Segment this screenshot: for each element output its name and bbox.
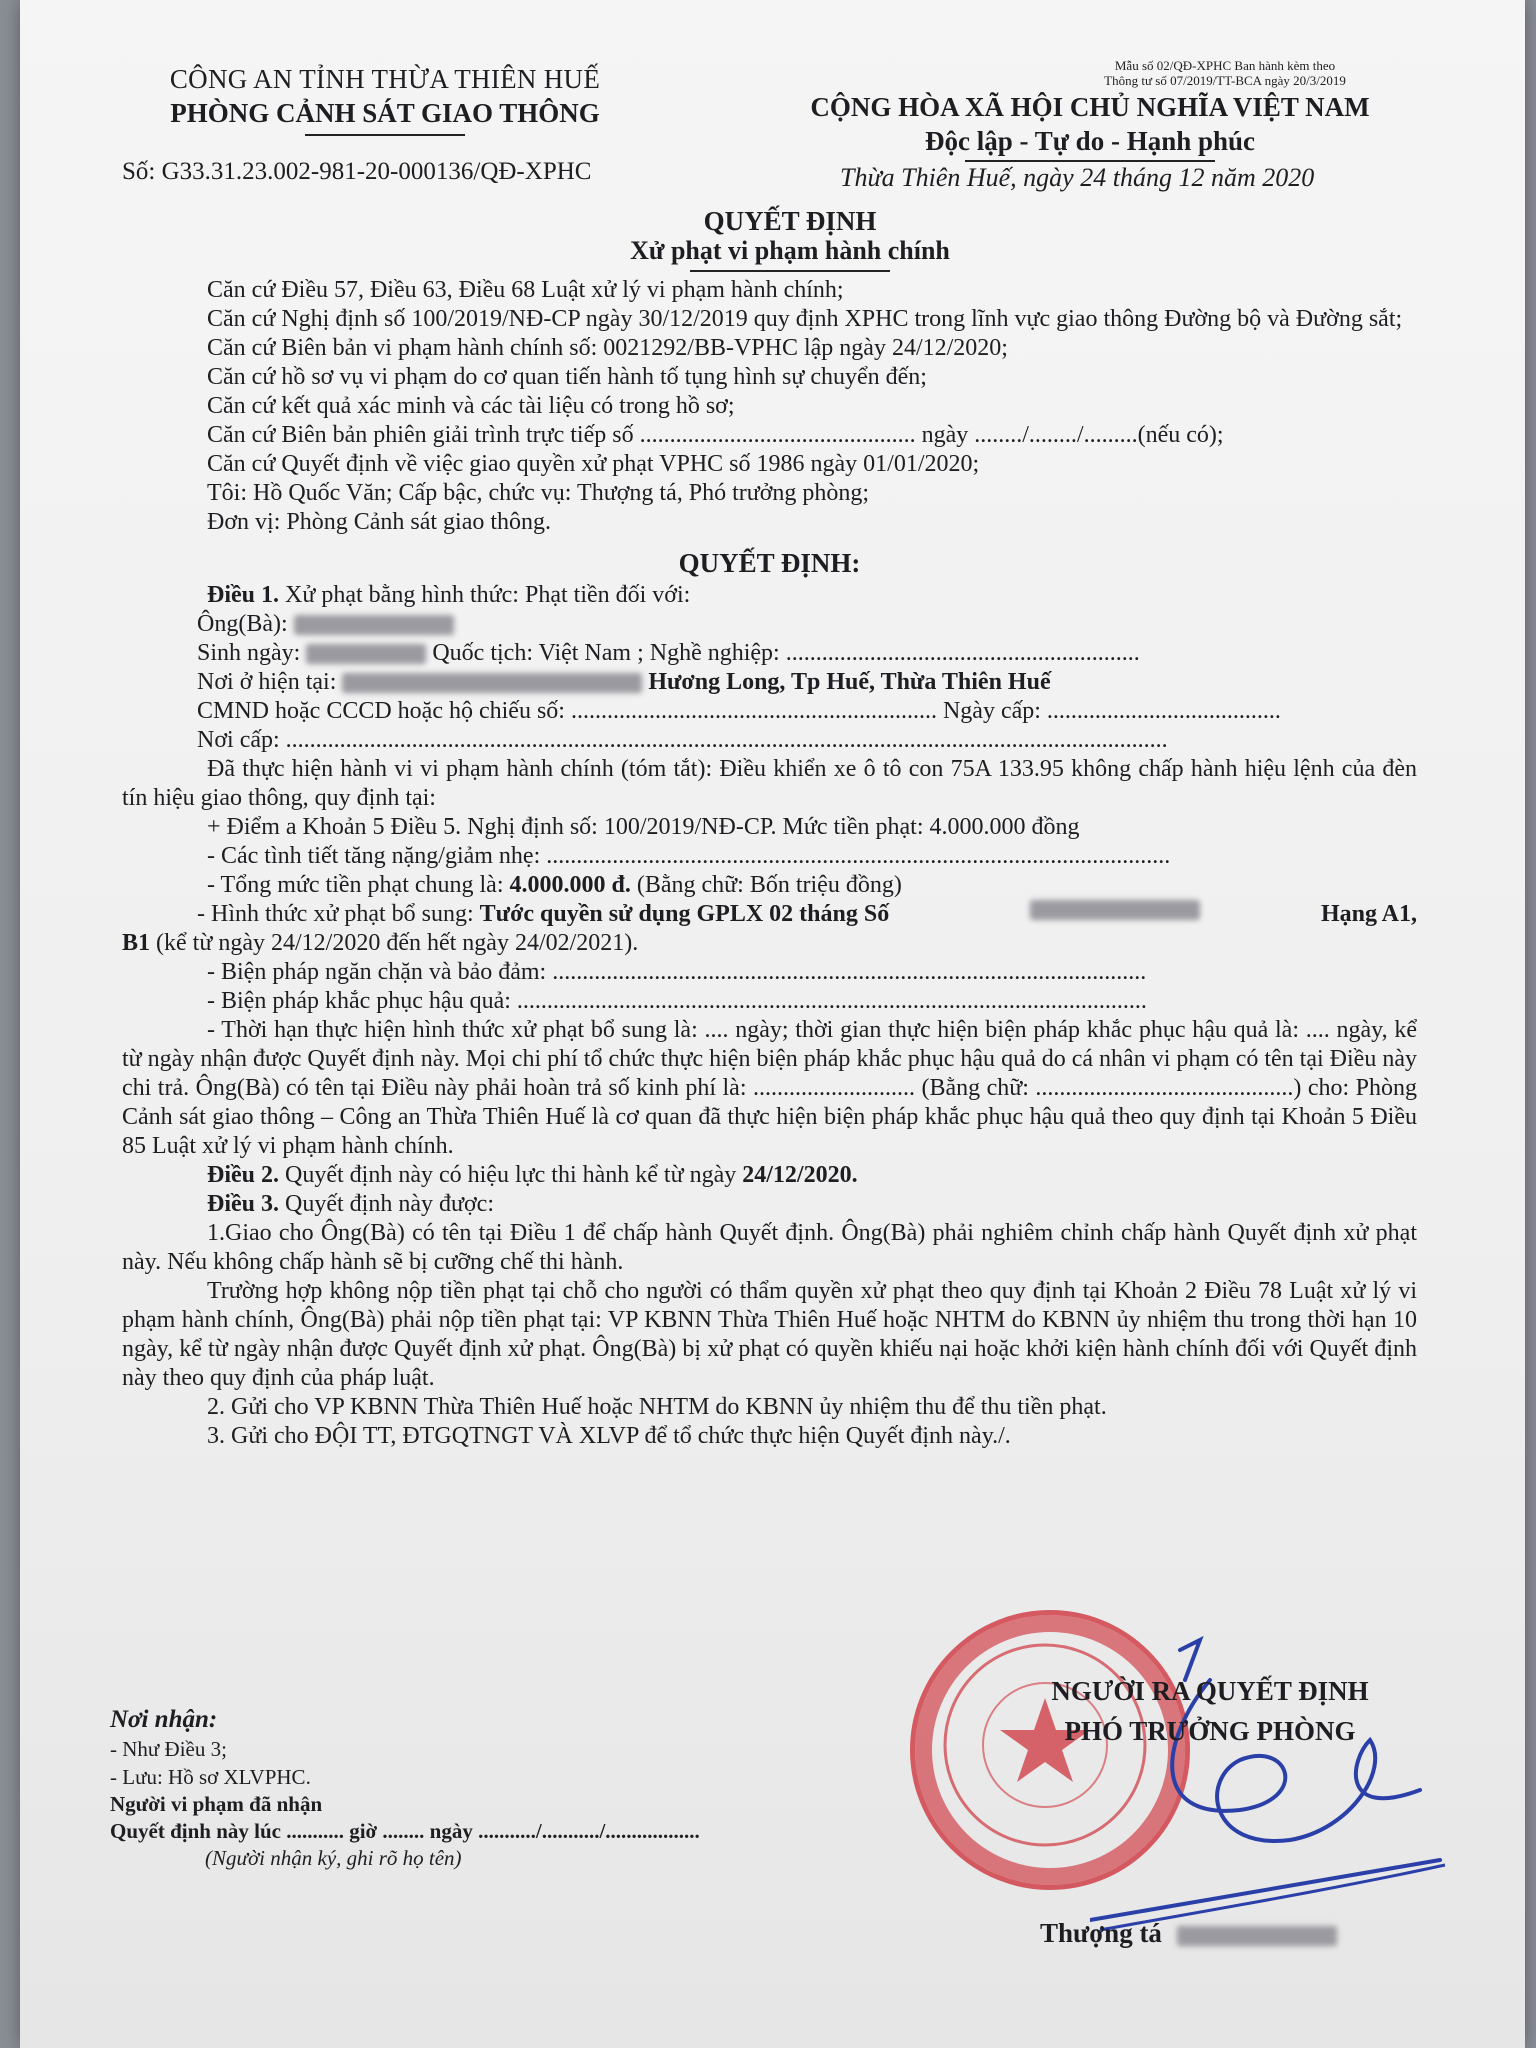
signer-rank: Thượng tá	[1040, 1918, 1162, 1948]
nation-line-1: CỘNG HÒA XÃ HỘI CHỦ NGHĨA VIỆT NAM	[810, 92, 1370, 122]
ground-item: Căn cứ Điều 57, Điều 63, Điều 68 Luật xử lý vi phạm hành chính;	[207, 277, 844, 303]
nation-underline	[965, 160, 1215, 162]
ground-item: Căn cứ Nghị định số 100/2019/NĐ-CP ngày 30/12/2019 quy định XPHC trong lĩnh vực giao thông Đường bộ và Đường sắt;	[207, 306, 1403, 332]
signer-title-2: PHÓ TRƯỞNG PHÒNG	[1064, 1716, 1356, 1746]
decision-heading: QUYẾT ĐỊNH:	[678, 548, 861, 578]
address-label: Nơi ở hiện tại:	[197, 669, 343, 695]
article-3-item-3: 3. Gửi cho ĐỘI TT, ĐTGQTNGT VÀ XLVP để tổ chức thực hiện Quyết định này./.	[207, 1423, 1011, 1449]
additional-penalty-class: Hạng A1,	[1320, 901, 1417, 927]
dob-rest: Quốc tịch: Việt Nam ; Nghề nghiệp: ...........................................................	[426, 640, 1140, 666]
recipient-item: - Lưu: Hồ sơ XLVPHC.	[110, 1765, 311, 1789]
subtitle-underline	[690, 270, 890, 272]
ground-item: Căn cứ Quyết định về việc giao quyền xử phạt VPHC số 1986 ngày 01/01/2020;	[207, 451, 980, 477]
violator-note: (Người nhận ký, ghi rõ họ tên)	[205, 1846, 462, 1870]
additional-penalty-period: (kể từ ngày 24/12/2020 đến hết ngày 24/02/2021).	[150, 930, 639, 956]
nation-line-2: Độc lập - Tự do - Hạnh phúc	[924, 126, 1256, 156]
dob-label: Sinh ngày:	[197, 640, 307, 666]
article-1-text: Xử phạt bằng hình thức: Phạt tiền đối với:	[279, 582, 691, 608]
article-3-item-1: 1.Giao cho Ông(Bà) có tên tại Điều 1 để chấp hành Quyết định. Ông(Bà) phải nghiêm chỉnh chấp hành Quyết định xử phạt này. Nếu không chấp hành sẽ bị cưỡng chế thi hành.	[122, 1220, 1417, 1275]
recipient-item: - Như Điều 3;	[110, 1737, 227, 1761]
place-date: Thừa Thiên Huế, ngày 24 tháng 12 năm 2020	[840, 163, 1315, 192]
article-3-label: Điều 3.	[207, 1191, 279, 1217]
person-line	[122, 610, 1417, 639]
signer-rank-line	[1040, 1918, 1337, 1949]
article-3-text: Quyết định này được:	[279, 1191, 494, 1217]
violator-received-2: Quyết định này lúc ........... giờ ........ ngày .........../.........../..................	[110, 1819, 700, 1843]
article-1-heading	[122, 581, 1417, 610]
article-2	[122, 1161, 1417, 1190]
violation-clause: + Điểm a Khoản 5 Điều 5. Nghị định số: 100/2019/NĐ-CP. Mức tiền phạt: 4.000.000 đồng	[207, 814, 1080, 840]
agency-line-1: CÔNG AN TỈNH THỪA THIÊN HUẾ	[169, 64, 601, 94]
doc-number: Số: G33.31.23.002-981-20-000136/QĐ-XPHC	[122, 158, 592, 185]
agency-underline	[305, 134, 465, 136]
address-rest: Hương Long, Tp Huế, Thừa Thiên Huế	[648, 669, 1051, 695]
agency-block	[115, 62, 655, 136]
additional-penalty-period-line	[122, 929, 1417, 958]
article-2-label: Điều 2.	[207, 1162, 279, 1188]
ground-item: Căn cứ Biên bản vi phạm hành chính số: 0021292/BB-VPHC lập ngày 24/12/2020;	[207, 335, 1008, 361]
id-line: CMND hoặc CCCD hoặc hộ chiếu số: ............................................................. Ngày cấp: .......................................	[197, 698, 1281, 724]
grounds-list	[122, 276, 1417, 1451]
article-3-item-1b: Trường hợp không nộp tiền phạt tại chỗ cho người có thẩm quyền xử phạt theo quy định tại Khoản 2 Điều 78 Luật xử lý vi phạm hành chính, Ông(Bà) phải nộp tiền phạt tại: VP KBNN Thừa Thiên Huế hoặc NHTM do KBNN ủy nhiệm thu trong thời hạn 10 ngày, kể từ ngày nhận được Quyết định xử phạt. Ông(Bà) bị xử phạt có quyền khiếu nại hoặc khởi kiện hành chính đối với Quyết định này theo quy định của pháp luật.	[122, 1278, 1417, 1391]
total-fine-label: - Tổng mức tiền phạt chung là:	[207, 872, 510, 898]
redacted-dob	[306, 644, 426, 664]
additional-penalty-value: Tước quyền sử dụng GPLX 02 tháng Số	[479, 901, 890, 927]
issue-place-line: Nơi cấp: ...................................................................................................................................................	[197, 727, 1168, 753]
article-3	[122, 1190, 1417, 1219]
agency-line-2: PHÒNG CẢNH SÁT GIAO THÔNG	[170, 98, 600, 128]
ground-item: Đơn vị: Phòng Cảnh sát giao thông.	[207, 509, 552, 535]
additional-penalty-class-2: B1	[122, 930, 151, 956]
ground-item: Căn cứ Biên bản phiên giải trình trực tiếp số .............................................. ngày ......../......../.........(nếu có);	[207, 422, 1224, 448]
doc-subtitle: Xử phạt vi phạm hành chính	[630, 236, 950, 265]
violation-summary: Đã thực hiện hành vi vi phạm hành chính (tóm tắt): Điều khiển xe ô tô con 75A 133.95 không chấp hành hiệu lệnh của đèn tín hiệu giao thông, quy định tại:	[122, 756, 1417, 811]
doc-title: QUYẾT ĐỊNH	[703, 206, 877, 236]
recipients-heading: Nơi nhận:	[110, 1706, 218, 1733]
document-page	[20, 0, 1525, 2048]
total-fine-line	[122, 871, 1417, 900]
violator-received-1: Người vi phạm đã nhận	[110, 1792, 323, 1816]
article-1-label: Điều 1.	[207, 582, 279, 608]
form-note	[1050, 58, 1400, 88]
article-3-item-2: 2. Gửi cho VP KBNN Thừa Thiên Huế hoặc NHTM do KBNN ủy nhiệm thu để thu tiền phạt.	[207, 1394, 1107, 1420]
redacted-name	[294, 615, 454, 635]
dob-line	[122, 639, 1417, 668]
prevention-line: - Biện pháp ngăn chặn và bảo đảm: ...................................................................................................	[207, 959, 1147, 985]
article-2-text: Quyết định này có hiệu lực thi hành kể từ ngày	[279, 1162, 743, 1188]
doc-subtitle-block	[560, 236, 1020, 272]
form-note-line-2: Thông tư số 07/2019/TT-BCA ngày 20/3/2019	[1104, 73, 1346, 88]
circumstances-line: - Các tình tiết tăng nặng/giảm nhẹ: ........................................................................................................	[207, 843, 1171, 869]
redacted-signer-name	[1177, 1926, 1337, 1946]
additional-penalty-label: - Hình thức xử phạt bổ sung:	[197, 901, 480, 927]
ground-item: Căn cứ hồ sơ vụ vi phạm do cơ quan tiến hành tố tụng hình sự chuyển đến;	[207, 364, 927, 390]
address-line	[122, 668, 1417, 697]
total-fine-value: 4.000.000 đ.	[509, 872, 631, 898]
additional-penalty-line	[122, 900, 1417, 929]
signature-icon	[1090, 1620, 1450, 1940]
recipients-block	[110, 1705, 700, 1872]
total-fine-words: (Bằng chữ: Bốn triệu đồng)	[630, 872, 902, 898]
article-2-date: 24/12/2020.	[742, 1162, 858, 1188]
deadline-paragraph: - Thời hạn thực hiện hình thức xử phạt bổ sung là: .... ngày; thời gian thực hiện biện pháp khắc phục hậu quả là: .... ngày, kể từ ngày nhận được Quyết định này. Mọi chi phí tổ chức thực hiện biện pháp khắc phục hậu quả do cá nhân vi phạm có tên tại Điều này chi trả. Ông(Bà) có tên tại Điều này phải hoàn trả số kinh phí là: ........................... (Bằng chữ: ...........................................) cho: Phòng Cảnh sát giao thông – Công an Thừa Thiên Huế là cơ quan đã thực hiện biện pháp khắc phục hậu quả theo quy định tại Khoản 5 Điều 85 Luật xử lý vi phạm hành chính.	[122, 1017, 1417, 1159]
ground-item: Căn cứ kết quả xác minh và các tài liệu có trong hồ sơ;	[207, 393, 735, 419]
redacted-address	[342, 673, 642, 693]
signer-title-1: NGƯỜI RA QUYẾT ĐỊNH	[1051, 1676, 1369, 1706]
ground-item: Tôi: Hồ Quốc Văn; Cấp bậc, chức vụ: Thượng tá, Phó trưởng phòng;	[207, 480, 870, 506]
redacted-license-number	[1030, 900, 1200, 920]
nation-block	[790, 90, 1390, 162]
form-note-line-1: Mẫu số 02/QĐ-XPHC Ban hành kèm theo	[1114, 58, 1336, 73]
person-label: Ông(Bà):	[197, 611, 294, 637]
remedy-line: - Biện pháp khắc phục hậu quả: .........................................................................................................	[207, 988, 1147, 1014]
